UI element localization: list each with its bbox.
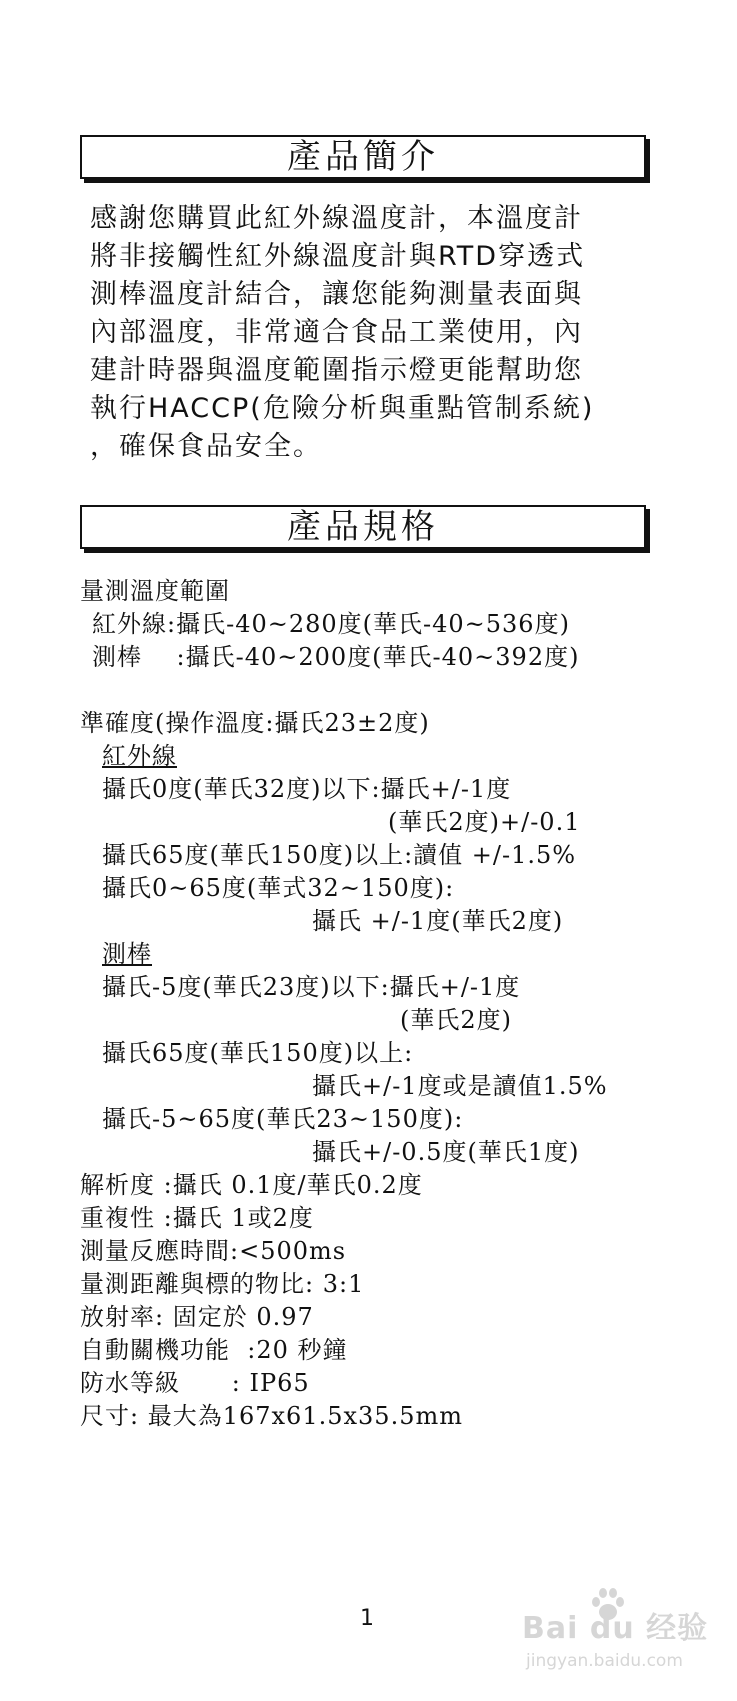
intro-line: 執行HACCP(危險分析與重點管制系統) <box>90 393 595 424</box>
intro-line: 感謝您購買此紅外線溫度計，本溫度計 <box>90 203 583 234</box>
ir-accuracy-1: 攝氏0度(華氏32度)以下:攝氏+/-1度 <box>102 775 512 803</box>
intro-line: 建計時器與溫度範圍指示燈更能幫助您 <box>90 355 583 386</box>
intro-line: 內部溫度，非常適合食品工業使用，內 <box>90 317 583 348</box>
distance-ratio: 量測距離與標的物比: 3:1 <box>80 1270 365 1298</box>
probe-accuracy-1-cont: (華氏2度) <box>400 1006 512 1034</box>
spec-section-title: 產品規格 <box>80 505 646 549</box>
dimensions: 尺寸: 最大為167x61.5x35.5mm <box>80 1402 463 1430</box>
page-number: 1 <box>360 1606 374 1631</box>
spacer <box>80 674 720 707</box>
ir-label: 紅外線 <box>102 742 177 770</box>
ir-accuracy-3-cont: 攝氏 +/-1度(華氏2度) <box>312 907 564 935</box>
probe-accuracy-2-cont: 攝氏+/-1度或是讀值1.5% <box>312 1072 608 1100</box>
range-ir: 紅外線:攝氏-40~280度(華氏-40~536度) <box>92 610 570 638</box>
ir-accuracy-2: 攝氏65度(華氏150度)以上:讀值 +/-1.5% <box>102 841 577 869</box>
intro-paragraph <box>90 200 690 466</box>
ir-accuracy-3: 攝氏0~65度(華式32~150度): <box>102 874 455 902</box>
probe-accuracy-2: 攝氏65度(華氏150度)以上: <box>102 1039 414 1067</box>
watermark-url: jingyan.baidu.com <box>526 1651 683 1671</box>
probe-accuracy-1: 攝氏-5度(華氏23度)以下:攝氏+/-1度 <box>102 973 521 1001</box>
ir-accuracy-1-cont: (華氏2度)+/-0.1 <box>388 808 581 836</box>
probe-accuracy-3-cont: 攝氏+/-0.5度(華氏1度) <box>312 1138 580 1166</box>
intro-line: 測棒溫度計結合，讓您能夠測量表面與 <box>90 279 583 310</box>
baidu-watermark <box>522 1585 722 1685</box>
auto-off: 自動關機功能 :20 秒鐘 <box>80 1336 348 1364</box>
response-time: 測量反應時間:<500ms <box>80 1237 347 1265</box>
probe-accuracy-3: 攝氏-5~65度(華氏23~150度): <box>102 1105 464 1133</box>
range-probe: 測棒 :攝氏-40~200度(華氏-40~392度) <box>92 643 580 671</box>
emissivity: 放射率: 固定於 0.97 <box>80 1303 314 1331</box>
spec-list <box>80 575 720 1433</box>
probe-label: 測棒 <box>102 940 152 968</box>
range-title: 量測溫度範圍 <box>80 577 230 605</box>
waterproof-rating: 防水等級 : IP65 <box>80 1369 310 1397</box>
accuracy-title: 準確度(操作溫度:攝氏23±2度) <box>80 709 430 737</box>
intro-line: ，確保食品安全。 <box>90 431 322 462</box>
intro-line: 將非接觸性紅外線溫度計與RTD穿透式 <box>90 241 586 272</box>
repeatability: 重複性 :攝氏 1或2度 <box>80 1204 314 1232</box>
resolution: 解析度 :攝氏 0.1度/華氏0.2度 <box>80 1171 423 1199</box>
watermark-logo: Bai du 经验 <box>522 1611 709 1646</box>
intro-section-title: 產品簡介 <box>80 135 646 179</box>
